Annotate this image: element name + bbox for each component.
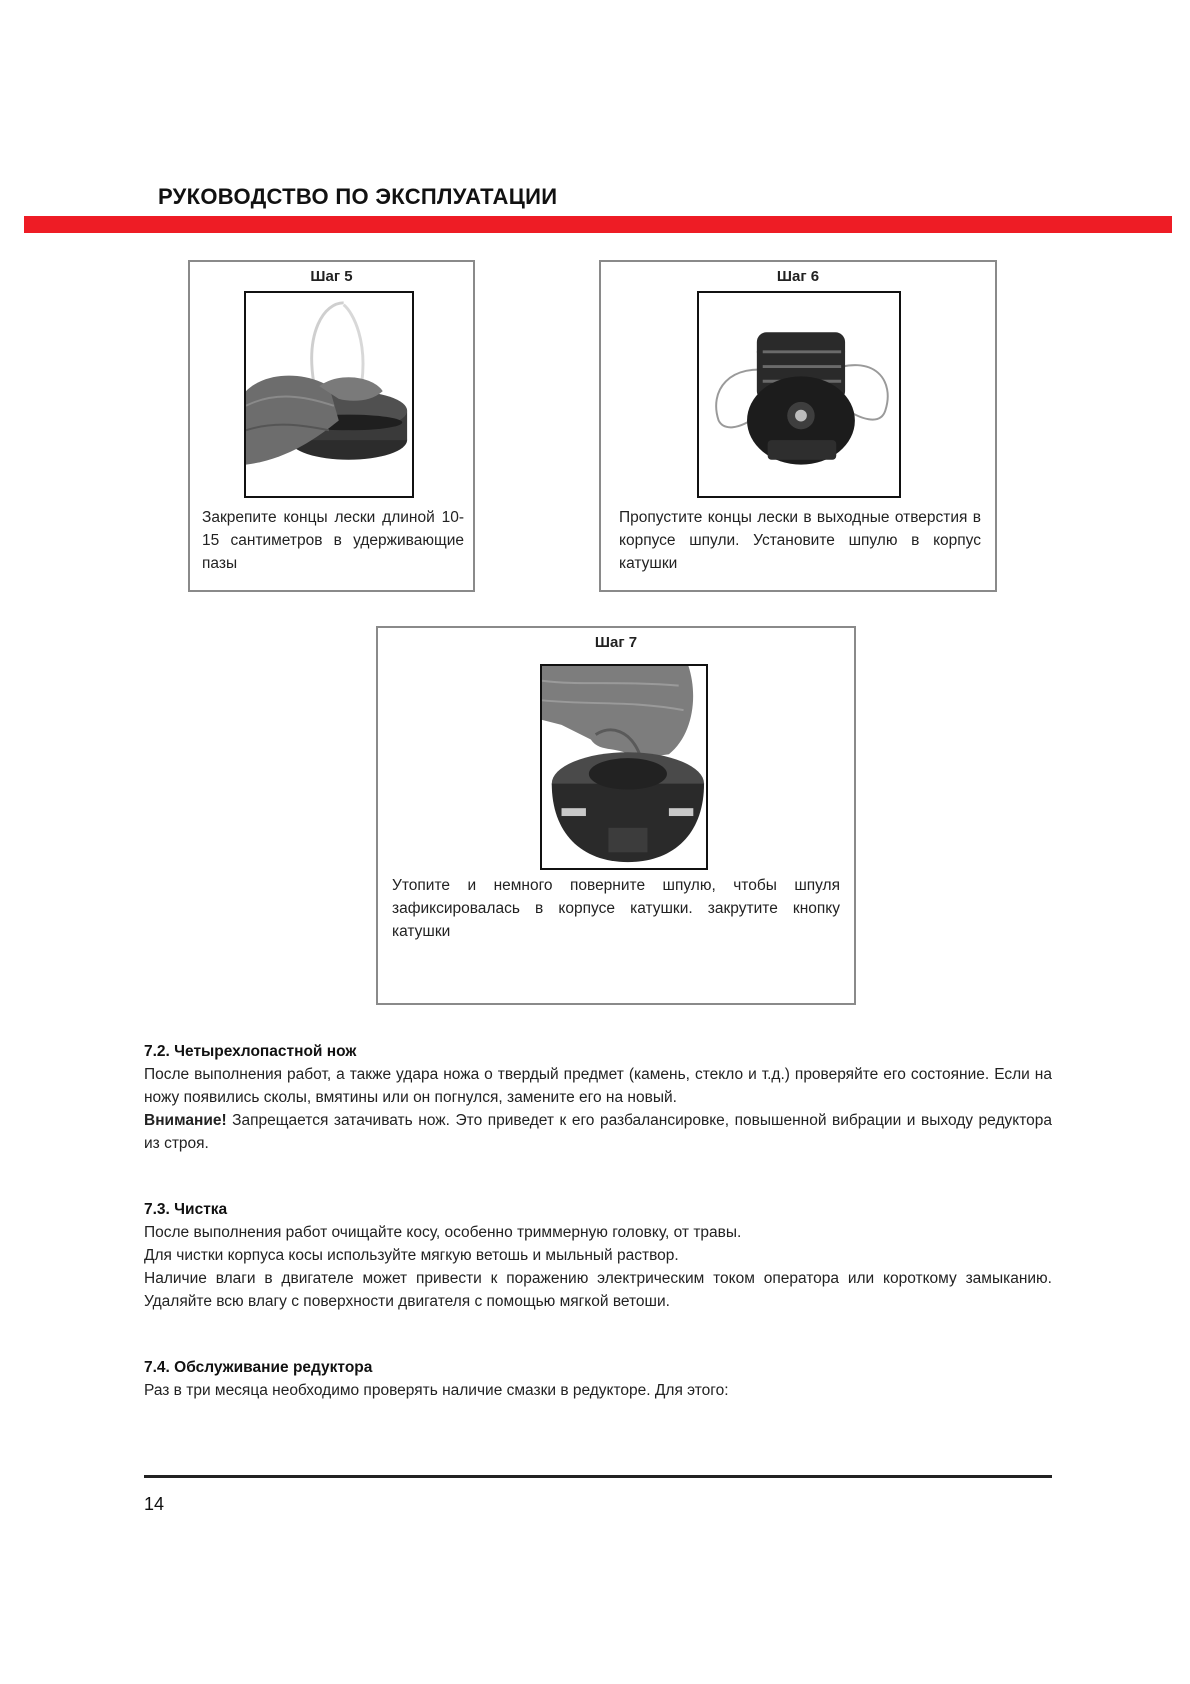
section-7-3-line-3: Наличие влаги в двигателе может привести к поражению электрическим током оператора или короткому замыканию. Удаляйте всю влагу с поверхности двигателя с помощью мягкой ветоши.: [144, 1270, 1052, 1310]
hand-pressing-trimmer-head-photo: [540, 664, 708, 870]
footer-rule: [144, 1475, 1052, 1478]
section-7-4-heading: 7.4. Обслуживание редуктора: [144, 1359, 373, 1376]
section-7-3-line-1: После выполнения работ очищайте косу, особенно триммерную головку, от травы.: [144, 1224, 742, 1241]
section-7-3-heading: 7.3. Чистка: [144, 1201, 228, 1218]
step-6-box: [599, 260, 997, 592]
section-7-4: [144, 1356, 1052, 1402]
warning-text: Запрещается затачивать нож. Это приведет к его разбалансировке, повышенной вибрации и выходу редуктора из строя.: [144, 1112, 1052, 1152]
section-7-3: [144, 1198, 1052, 1313]
step-7-title: Шаг 7: [594, 634, 638, 651]
step-5-box: [188, 260, 475, 592]
step-5-text: Закрепите концы лески длиной 10-15 сантиметров в удерживающие пазы: [202, 509, 464, 572]
warning-label: Внимание!: [144, 1112, 227, 1129]
step-5-title: Шаг 5: [310, 268, 353, 285]
section-7-2-warning: [144, 1109, 1052, 1155]
header-accent-bar: [24, 216, 1172, 233]
section-7-3-line-2: Для чистки корпуса косы используйте мягкую ветошь и мыльный раствор.: [144, 1247, 679, 1264]
step-6-title: Шаг 6: [776, 268, 820, 285]
step-6-text: Пропустите концы лески в выходные отверстия в корпусе шпули. Установите шпулю в корпус катушки: [619, 509, 981, 572]
trimmer-head-spool-photo: [697, 291, 901, 498]
page-header-title: РУКОВОДСТВО ПО ЭКСПЛУАТАЦИИ: [158, 184, 558, 209]
section-7-4-line-1: Раз в три месяца необходимо проверять наличие смазки в редукторе. Для этого:: [144, 1382, 729, 1399]
section-7-2-paragraph: После выполнения работ, а также удара ножа о твердый предмет (камень, стекло и т.д.) проверяйте его состояние. Если на ножу появились сколы, вмятины или он погнулся, замените его на новый.: [144, 1066, 1052, 1106]
step-7-text: Утопите и немного поверните шпулю, чтобы шпуля зафиксировалась в корпусе катушки. закрутите кнопку катушки: [392, 877, 840, 940]
section-7-2-heading: 7.2. Четырехлопастной нож: [144, 1043, 357, 1060]
page-number: 14: [144, 1494, 165, 1514]
section-7-2: [144, 1040, 1052, 1155]
step-7-box: [376, 626, 856, 1005]
gloved-hand-spool-photo: [244, 291, 414, 498]
